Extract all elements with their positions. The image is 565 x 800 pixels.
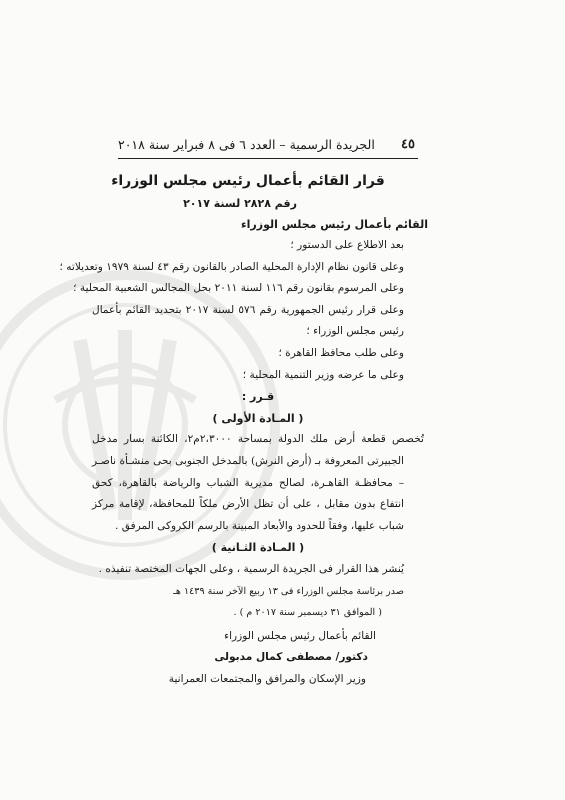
signature-block	[92, 626, 424, 691]
decree-issuer: القائم بأعمال رئيس مجلس الوزراء	[241, 218, 428, 231]
article-1-text: تُخصص قطعة أرض ملك الدولة بمساحة ٢،٣٠٠٠م٢، الكائنة بسار مدخل الجبيرتى المعروفة بـ (أرض النرش) بالمدخل الجنوبى بحى منشـأة ناصـر – محافظـة القاهـرة، لصالح مديرية الشباب والرياضة بالقاهرة، كحق انتفاع بدون مقابل ، على أن تظل الأرض ملكاً للمحافظة، لإقامة مركز شباب عليها، وفقاً للحدود والأبعاد المبينة بالرسم الكروكى المرفق .	[92, 433, 424, 532]
header-divider	[118, 158, 418, 159]
preamble-line-5: وعلى طلب محافظ القاهرة ؛	[278, 346, 404, 359]
signatory-name: دكتور/ مصطفى كمال مدبولى	[214, 651, 368, 664]
decree-body	[59, 168, 428, 690]
gazette-header	[118, 134, 415, 154]
article-2-heading: ( المـادة الثـانية )	[211, 541, 305, 555]
gregorian-date-line: ( الموافق ٣١ ديسمبر سنة ٢٠١٧ م ) .	[233, 607, 382, 619]
preamble-line-3: وعلى المرسوم بقانون رقم ١١٦ لسنة ٢٠١١ بحل المجالس الشعبية المحلية ؛	[73, 282, 404, 295]
page-number: ٤٥	[401, 136, 415, 152]
issued-line: صدر برئاسة مجلس الوزراء فى ١٣ ربيع الآخر سنة ١٤٣٩ هـ	[173, 585, 404, 597]
decided-heading: قـرر :	[241, 390, 275, 404]
preamble-line-4: وعلى قرار رئيس الجمهورية رقم ٥٧٦ لسنة ٢٠١٧ بتحديد القائم بأعمال رئيس مجلس الوزراء ؛	[92, 303, 404, 338]
preamble-line-2: وعلى قانون نظام الإدارة المحلية الصادر بالقانون رقم ٤٣ لسنة ١٩٧٩ وتعديلاته ؛	[59, 260, 404, 273]
preamble-line-6: وعلى ما عرضه وزير التنمية المحلية ؛	[242, 368, 404, 381]
decree-number: رقم ٢٨٢٨ لسنة ٢٠١٧	[183, 197, 297, 210]
article-2-text: يُنشر هذا القرار فى الجريدة الرسمية ، وعلى الجهات المختصة تنفيذه .	[98, 562, 404, 575]
signatory-title: القائم بأعمال رئيس مجلس الوزراء	[224, 629, 376, 642]
article-1-heading: ( المـادة الأولى )	[212, 411, 304, 425]
gazette-issue-line: الجريدة الرسمية – العدد ٦ فى ٨ فبراير سنة ٢٠١٨	[118, 136, 375, 152]
signatory-role: وزير الإسكان والمرافق والمجتمعات العمرانية	[168, 672, 366, 685]
preamble-line-1: بعد الاطلاع على الدستور ؛	[290, 239, 404, 251]
decree-title: قرار القائم بأعمال رئيس مجلس الوزراء	[111, 173, 385, 189]
